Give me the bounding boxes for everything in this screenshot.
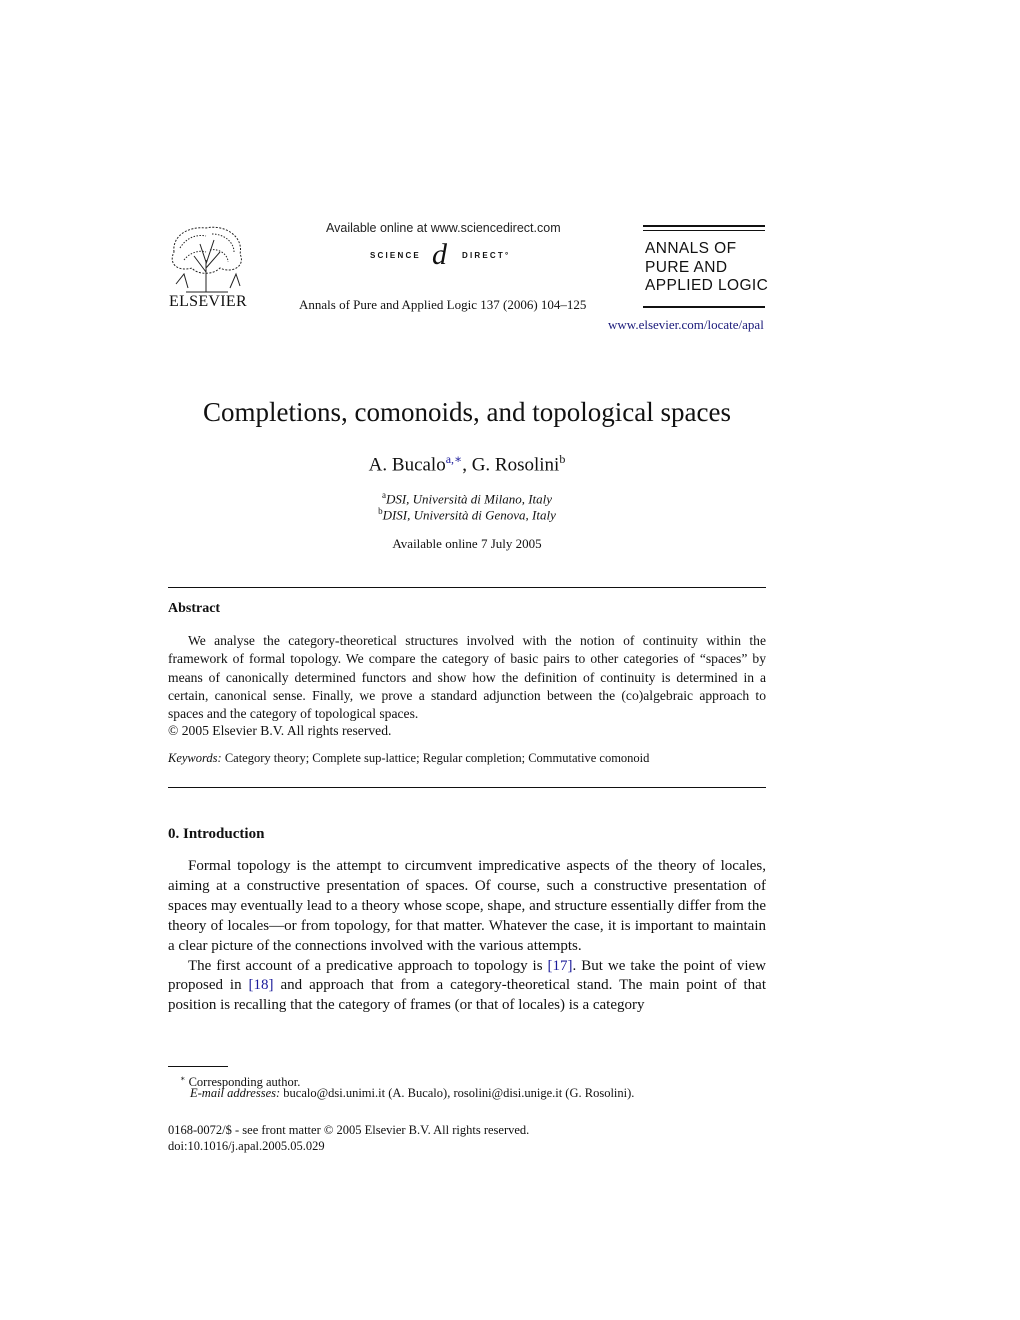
abstract-text: We analyse the category-theoretical structures involved with the notion of continuity within the framework of formal topology. We compare the category of basic pairs to other categories of “spaces” by means of canonically determined functors and show how the definition of continuity is determined in a certain, canonical sense. Finally, we prove a standard adjunction between the (co)algebraic approach to spaces and the category of topological spaces. — [168, 633, 766, 722]
affiliation-a-text: DSI, Università di Milano, Italy — [385, 491, 553, 507]
paragraph-2-part-b: . But we take the point of view proposed in — [168, 957, 766, 994]
affiliation-a — [0, 490, 934, 507]
author-1-affil-mark[interactable]: a,∗ — [445, 452, 463, 466]
section-heading: 0. Introduction — [168, 826, 265, 842]
journal-url-link[interactable]: www.elsevier.com/locate/apal — [608, 317, 764, 332]
paragraph-2-part-a: The first account of a predicative approach to topology is — [188, 957, 548, 974]
author-separator: , — [462, 454, 472, 476]
paragraph-1: Formal topology is the attempt to circumvent impredicative aspects of the theory of locales, aiming at a constructive presentation of spaces. Of course, such a constructive presentation of spaces may eventually lead to a theory whose scope, shape, and structure essentially differ from the theory of locales—or from topology, for that matter. Whatever the case, it is important to maintain a clear picture of the connections involved with the various attempts. — [168, 858, 766, 954]
article-title: Completions, comonoids, and topological spaces — [203, 397, 731, 427]
available-date: Available online 7 July 2005 — [392, 536, 542, 551]
affiliation-a-mark: a — [381, 490, 386, 500]
keywords-list: Category theory; Complete sup-lattice; Regular completion; Commutative comonoid — [224, 751, 650, 765]
journal-reference: Annals of Pure and Applied Logic 137 (2006) 104–125 — [299, 297, 587, 312]
footnote-mark: ∗ — [180, 1074, 186, 1083]
abstract-rule-bottom — [168, 787, 766, 788]
author-line — [0, 452, 934, 476]
keywords-line — [168, 751, 649, 766]
journal-name — [645, 240, 768, 296]
footnote-emails — [190, 1086, 634, 1101]
abstract-body — [168, 632, 766, 723]
sd-at-icon: d — [432, 238, 447, 271]
paragraph-2 — [168, 957, 766, 1017]
issn-line: 0168-0072/$ - see front matter © 2005 Elsevier B.V. All rights reserved. — [168, 1123, 530, 1137]
author-2-affil-mark: b — [559, 452, 566, 466]
available-online-line: Available online at www.sciencedirect.com — [326, 221, 561, 235]
sciencedirect-logo — [370, 240, 525, 272]
abstract-copyright: © 2005 Elsevier B.V. All rights reserved. — [168, 723, 392, 738]
author-2: G. Rosolini — [471, 454, 560, 476]
journal-rule-top-thin — [643, 230, 765, 231]
sd-left-word: SCIENCE — [370, 251, 421, 260]
email-label: E-mail addresses: — [190, 1086, 281, 1100]
affiliation-b-text: DISI, Università di Genova, Italy — [382, 507, 556, 523]
footnote-rule — [168, 1066, 228, 1067]
paragraph-2-part-c: and approach that from a category-theoretical stand. The main point of that position is recalling that the category of frames (or that of locales) is a category — [168, 977, 766, 1014]
keywords-label: Keywords: — [168, 751, 222, 765]
journal-rule-bottom — [643, 306, 765, 308]
journal-rule-top — [643, 225, 765, 227]
publisher-name: ELSEVIER — [169, 293, 247, 310]
section-body — [168, 857, 766, 1016]
footnote-corresponding-text: Corresponding author. — [188, 1075, 301, 1090]
abstract-heading: Abstract — [168, 601, 221, 616]
author-1: A. Bucalo — [368, 454, 446, 476]
citation-18-link[interactable]: [18] — [248, 977, 274, 994]
journal-name-line-2: PURE AND — [645, 258, 728, 276]
affiliation-b — [0, 506, 934, 523]
citation-17-link[interactable]: [17] — [547, 957, 573, 974]
abstract-rule-top — [168, 587, 766, 588]
journal-name-line-3: APPLIED LOGIC — [645, 277, 769, 294]
email-addresses: bucalo@dsi.unimi.it (A. Bucalo), rosolini@disi.unige.it (G. Rosolini). — [280, 1086, 635, 1100]
journal-name-line-1: ANNALS OF — [645, 240, 737, 257]
sd-right-word: DIRECT° — [462, 251, 511, 260]
doi-line: doi:10.1016/j.apal.2005.05.029 — [168, 1139, 325, 1153]
affiliation-b-mark: b — [378, 506, 383, 516]
